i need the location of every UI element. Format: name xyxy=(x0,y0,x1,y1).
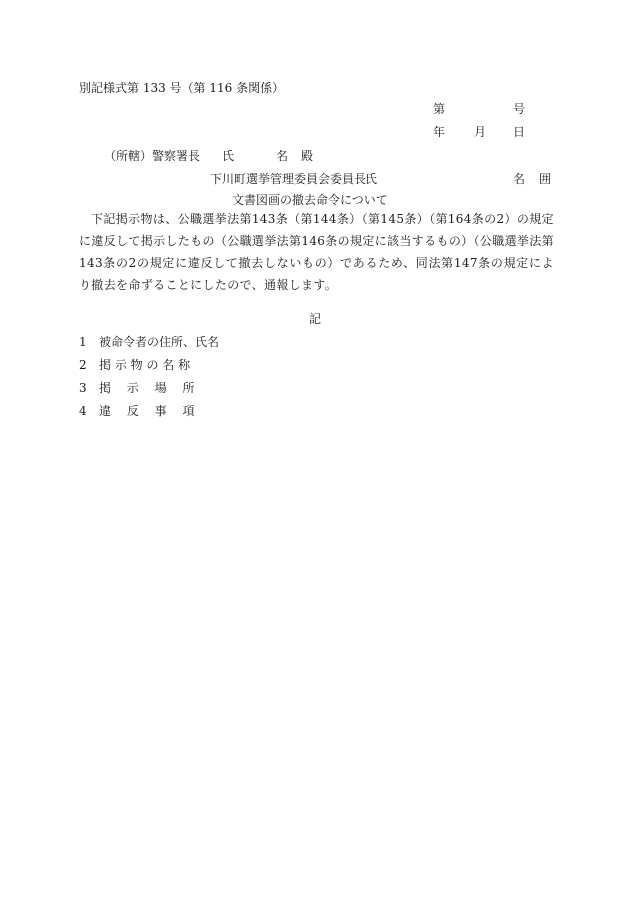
date-year-label: 年 xyxy=(433,125,446,139)
item-number: 2 xyxy=(79,358,87,372)
number-label-go: 号 xyxy=(513,102,526,116)
body-paragraph: 下記掲示物は、公職選挙法第143条（第144条）（第145条）（第164条の2）の規定に違反して掲示したもの（公職選挙法第146条の規定に該当するもの）（公職選挙法第143条の2の規定に違反して撤去しないもの）であるため、同法第147条の規定により撤去を命ずることにしたので、通報します。 xyxy=(79,212,554,292)
addressee-mei: 名 xyxy=(276,149,289,163)
item-label: 違 反 事 項 xyxy=(99,404,195,418)
item-number: 3 xyxy=(79,381,87,395)
sender-title: 下川町選挙管理委員会委員長 xyxy=(210,172,367,186)
item-label: 掲 示 物 の 名 称 xyxy=(99,358,191,372)
form-header: 別記様式第 133 号（第 116 条関係） xyxy=(79,81,285,95)
sender-mei: 名 xyxy=(513,172,526,186)
list-item xyxy=(79,335,219,349)
addressee-shi: 氏 xyxy=(222,149,235,163)
item-label: 掲 示 場 所 xyxy=(99,381,195,395)
sender-seal: 囲 xyxy=(539,172,552,186)
list-item xyxy=(79,381,194,395)
item-number: 4 xyxy=(79,404,87,418)
ki-heading: 記 xyxy=(309,312,322,326)
list-item xyxy=(79,404,194,418)
item-label: 被命令者の住所、氏名 xyxy=(99,335,220,349)
sender-shi: 氏 xyxy=(365,172,378,186)
addressee-office: （所轄）警察署長 xyxy=(104,149,201,163)
list-item xyxy=(79,358,190,372)
date-month-label: 月 xyxy=(474,125,487,139)
number-label-dai: 第 xyxy=(433,102,446,116)
item-number: 1 xyxy=(79,335,87,349)
date-day-label: 日 xyxy=(513,125,526,139)
subject-title: 文書図画の撤去命令について xyxy=(232,193,388,207)
addressee-dono: 殿 xyxy=(301,149,314,163)
